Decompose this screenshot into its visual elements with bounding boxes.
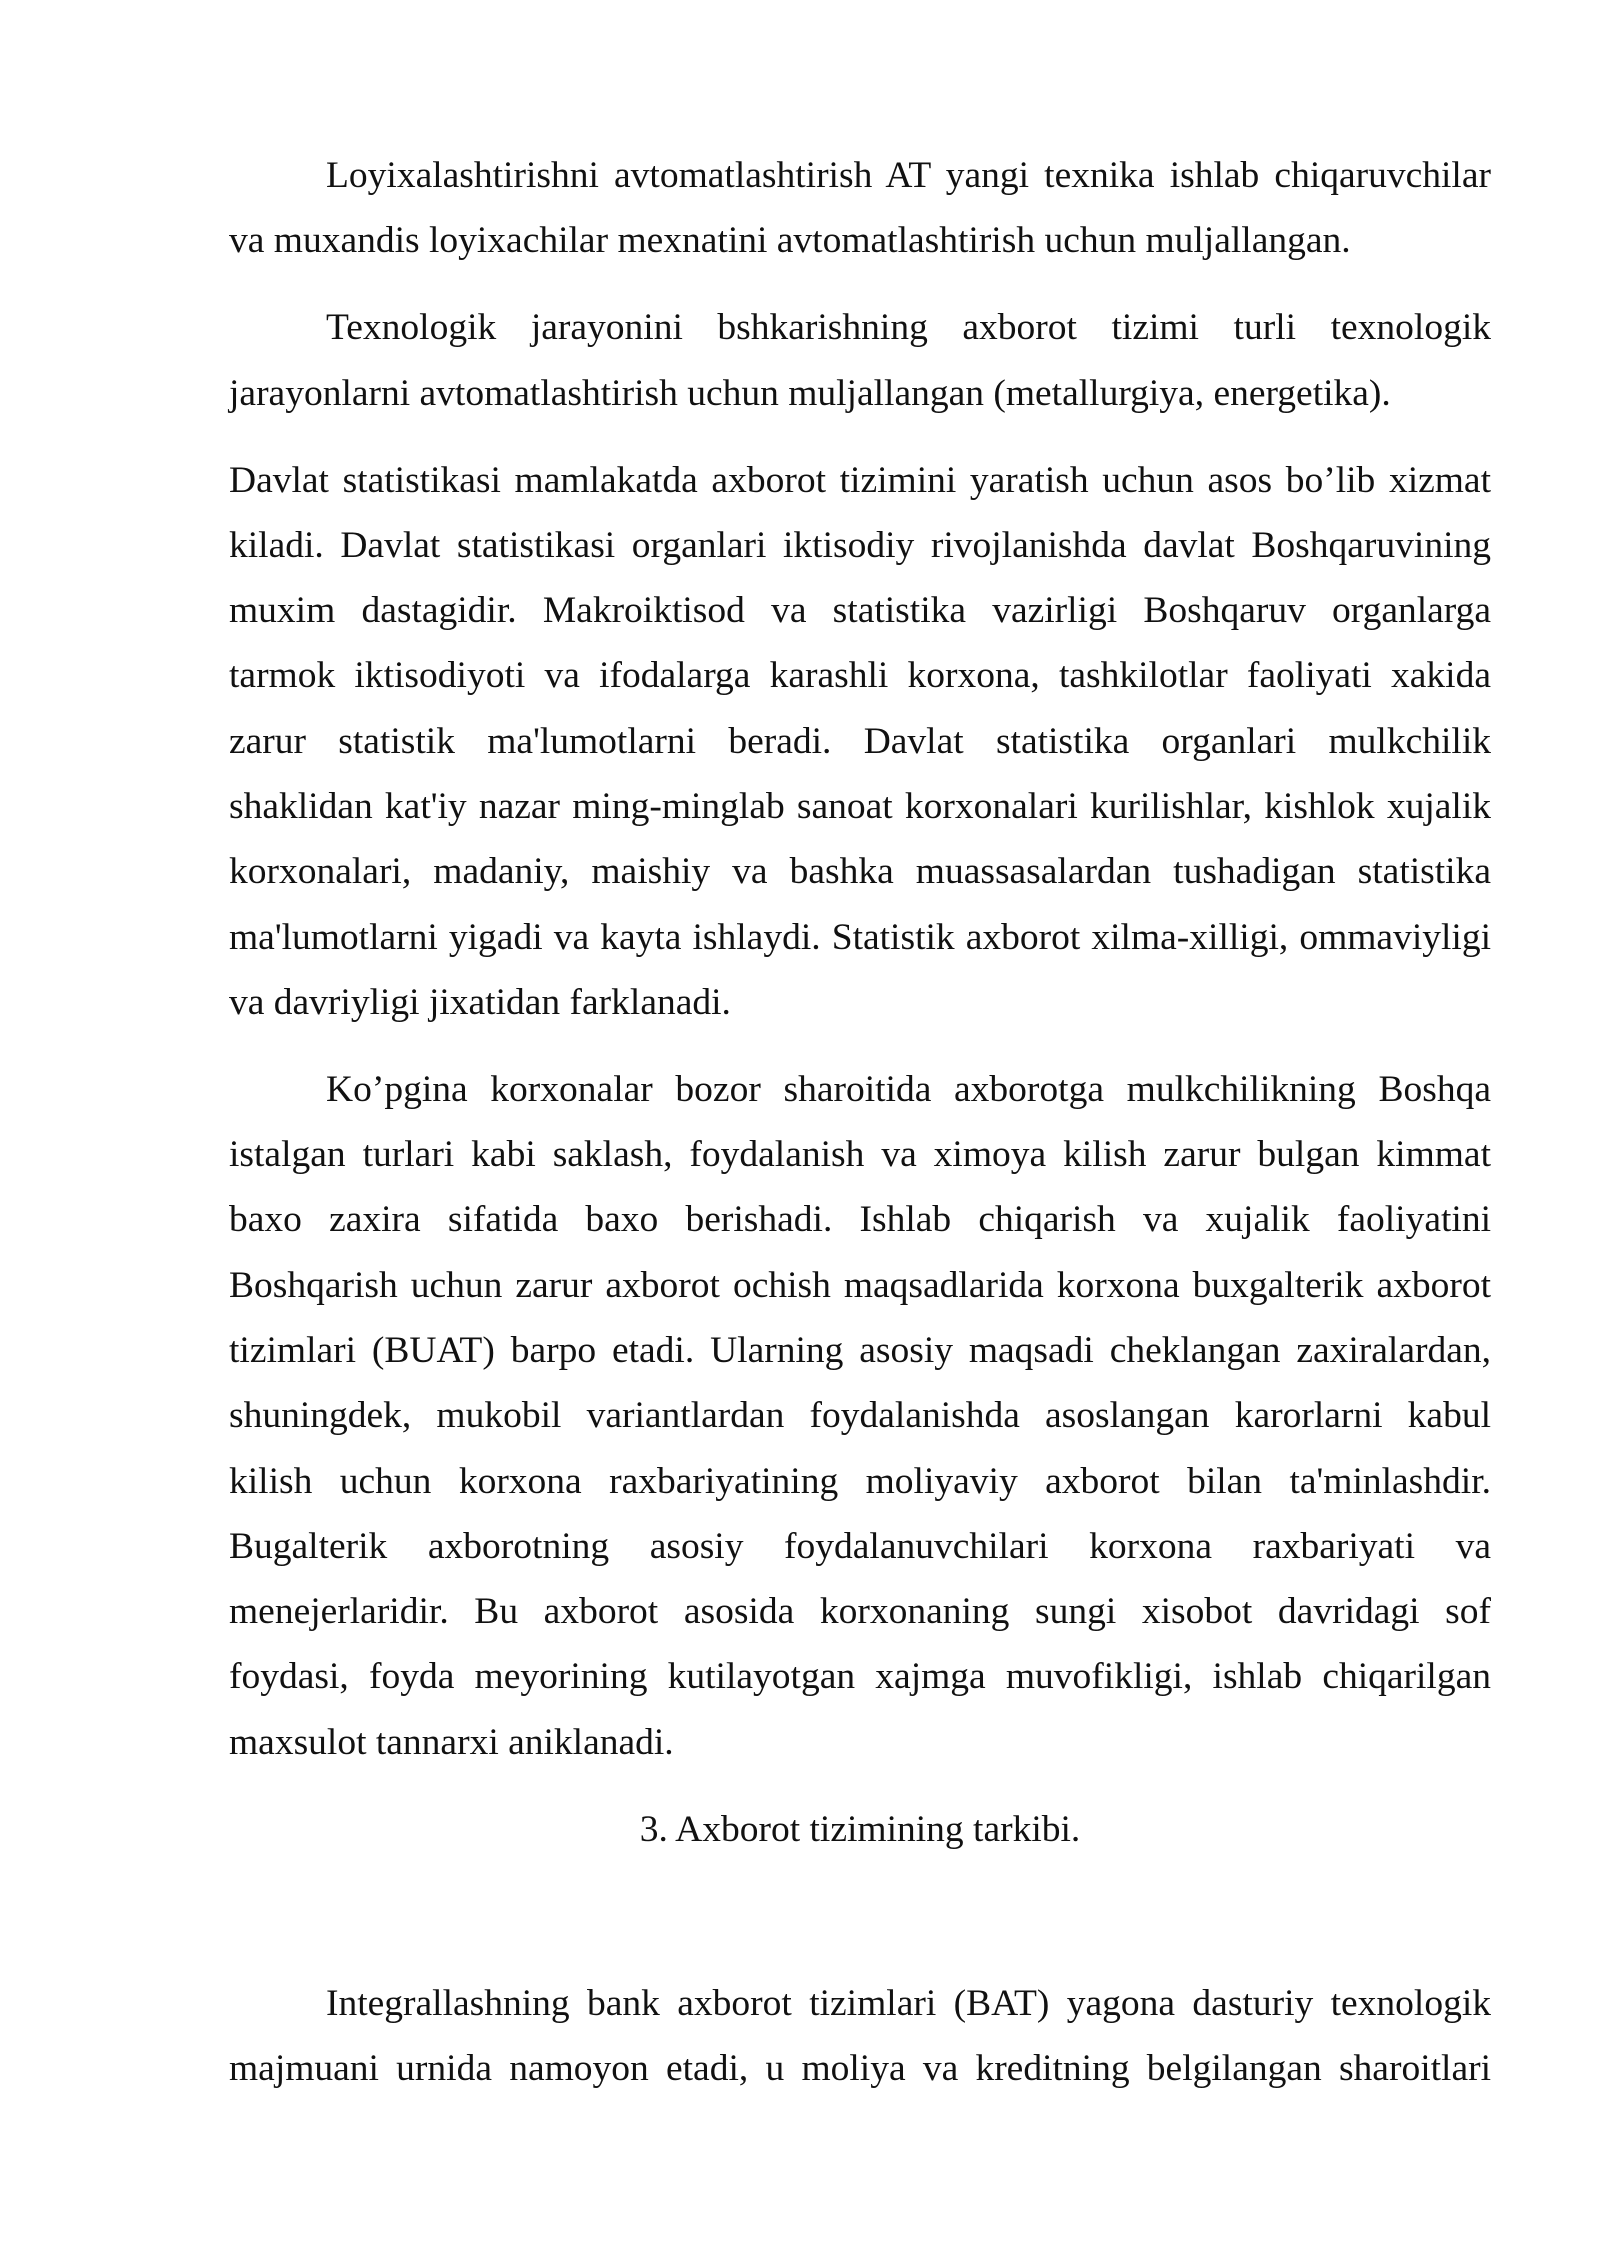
- text-line: jarayonlarni avtomatlashtirish uchun muljallangan (metallurgiya, energetika).: [229, 372, 1391, 414]
- section-heading-block: [229, 1797, 1491, 1862]
- text-line: va davriyligi jixatidan farklanadi.: [229, 981, 731, 1023]
- text-line: va muxandis loyixachilar mexnatini avtomatlashtirish uchun muljallangan.: [229, 220, 1351, 262]
- text-line: baxo zaxira sifatida baxo berishadi. Ishlab chiqarish va xujalik faoliyatini: [229, 1199, 1491, 1241]
- text-line: kiladi. Davlat statistikasi organlari iktisodiy rivojlanishda davlat Boshqaruvining: [229, 524, 1491, 566]
- document-body: [229, 143, 1491, 2101]
- text-line: foydasi, foyda meyorining kutilayotgan xajmga muvofikligi, ishlab chiqarilgan: [229, 1656, 1491, 1698]
- text-line: Boshqarish uchun zarur axborot ochish maqsadlarida korxona buxgalterik axborot: [229, 1264, 1491, 1306]
- paragraph: [229, 1057, 1491, 1775]
- text-line: Loyixalashtirishni avtomatlashtirish AT yangi texnika ishlab chiqaruvchilar: [326, 155, 1491, 196]
- text-line: shaklidan kat'iy nazar ming-minglab sanoat korxonalari kurilishlar, kishlok xujalik: [229, 786, 1491, 828]
- text-line: kilish uchun korxona raxbariyatining moliyaviy axborot bilan ta'minlashdir.: [229, 1460, 1491, 1502]
- text-line: Texnologik jarayonini bshkarishning axborot tizimi turli texnologik: [326, 307, 1491, 349]
- text-line: tizimlari (BUAT) barpo etadi. Ularning asosiy maqsadi cheklangan zaxiralardan,: [229, 1330, 1491, 1372]
- text-line: ma'lumotlarni yigadi va kayta ishlaydi. Statistik axborot xilma-xilligi, ommaviyligi: [229, 916, 1491, 958]
- text-line: zarur statistik ma'lumotlarni beradi. Davlat statistika organlari mulkchilik: [229, 720, 1491, 762]
- paragraph: [229, 143, 1491, 274]
- text-line: tarmok iktisodiyoti va ifodalarga karashli korxona, tashkilotlar faoliyati xakida: [229, 655, 1491, 697]
- text-line: istalgan turlari kabi saklash, foydalanish va ximoya kilish zarur bulgan kimmat: [229, 1134, 1491, 1176]
- text-line: korxonalari, madaniy, maishiy va bashka muassasalardan tushadigan statistika: [229, 851, 1491, 893]
- paragraph: [229, 1971, 1491, 2102]
- text-line: majmuani urnida namoyon etadi, u moliya va kreditning belgilangan sharoitlari: [229, 2048, 1491, 2090]
- text-line: menejerlaridir. Bu axborot asosida korxonaning sungi xisobot davridagi sof: [229, 1591, 1491, 1633]
- paragraph: [229, 295, 1491, 426]
- paragraph: [229, 448, 1491, 1036]
- text-line: shuningdek, mukobil variantlardan foydalanishda asoslangan karorlarni kabul: [229, 1395, 1491, 1437]
- text-line: Ko’pgina korxonalar bozor sharoitida axborotga mulkchilikning Boshqa: [326, 1068, 1491, 1110]
- text-line: Davlat statistikasi mamlakatda axborot tizimini yaratish uchun asos bo’lib xizmat: [229, 459, 1491, 501]
- text-line: muxim dastagidir. Makroiktisod va statistika vazirligi Boshqaruv organlarga: [229, 590, 1491, 632]
- text-line: maxsulot tannarxi aniklanadi.: [229, 1721, 674, 1763]
- text-line: Bugalterik axborotning asosiy foydalanuvchilari korxona raxbariyati va: [229, 1525, 1491, 1567]
- section-heading: 3. Axborot tizimining tarkibi.: [639, 1808, 1081, 1850]
- text-line: Integrallashning bank axborot tizimlari (BAT) yagona dasturiy texnologik: [326, 1982, 1491, 2024]
